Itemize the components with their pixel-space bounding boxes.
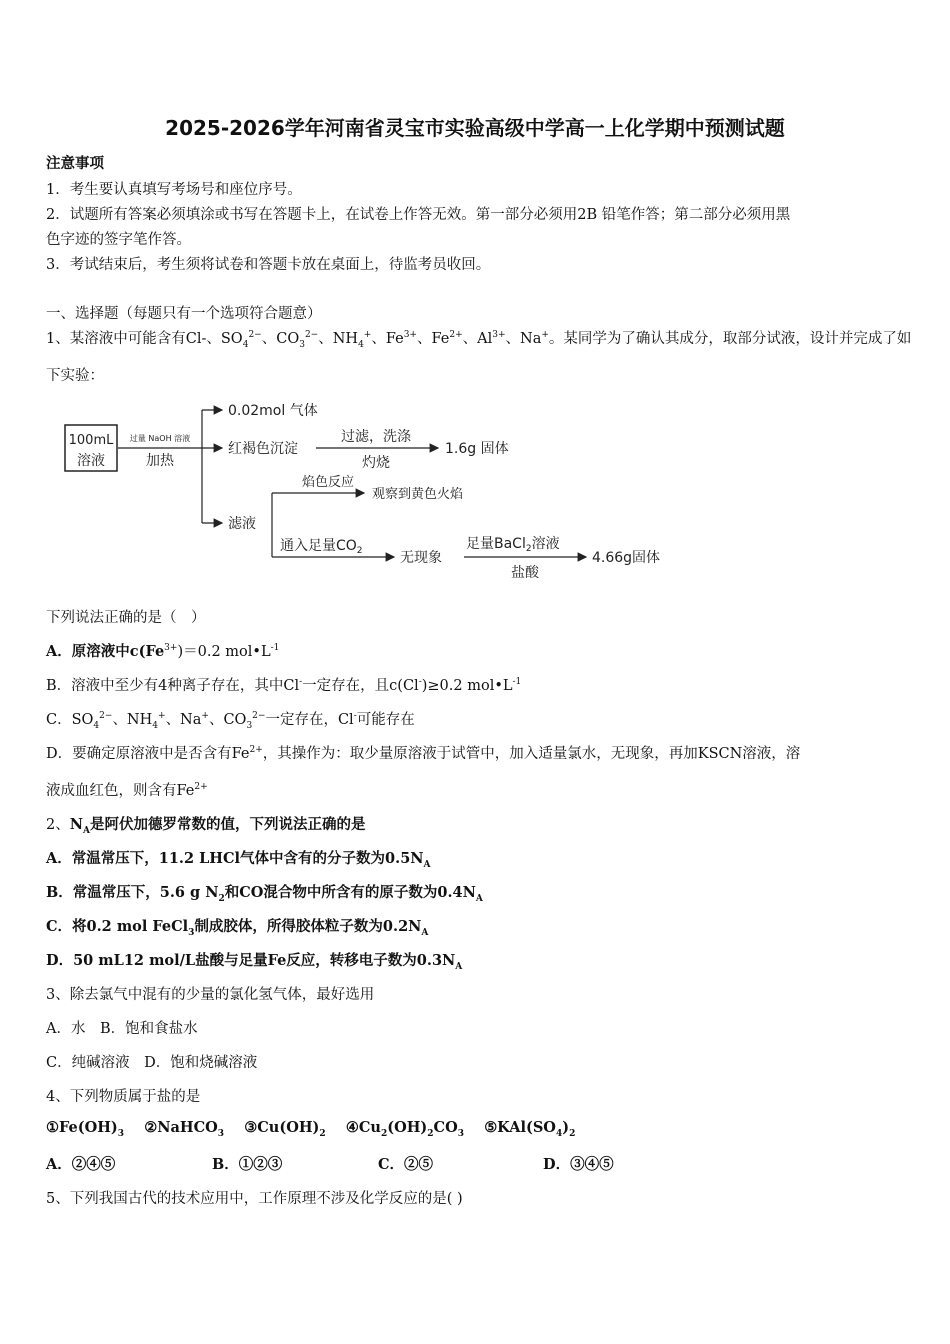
q1-opt-c-m1: 、NH	[112, 712, 153, 728]
question-5-stem: 5、下列我国古代的技术应用中，工作原理不涉及化学反应的是( )	[46, 1191, 463, 1207]
q4-option-d: D．③④⑤	[543, 1156, 614, 1173]
q4-s4-sub2: 2	[427, 1128, 434, 1139]
q1-ion: 、Fe	[416, 331, 450, 347]
q1-opt-c-tail: 可能存在	[356, 712, 415, 728]
q1-opt-c-sup: +	[201, 711, 209, 722]
q4-s5a: ⑤KAl(SO	[484, 1119, 556, 1136]
q1-ion: 、Na	[505, 331, 542, 347]
bacl2-top-text: 足量BaCl	[466, 536, 526, 552]
q2-opt-a-sub: A	[423, 859, 431, 870]
sample-box-line2: 溶液	[77, 453, 105, 469]
q2-stem-sub: A	[83, 825, 90, 836]
q1-ion-sub: 4	[358, 339, 364, 350]
notice-item: 3．考试结束后，考生须将试卷和答题卡放在桌面上，待监考员收回。	[46, 257, 491, 273]
flame-result-label: 观察到黄色火焰	[372, 487, 464, 502]
gas-label: 0.02mol 气体	[228, 403, 318, 419]
q1-stem-b: 。某同学为了确认其成分，取部分试液，设计并完成了如	[548, 331, 912, 347]
q1-option-d-cont	[46, 779, 208, 800]
q1-option-c	[46, 708, 415, 729]
q4-option-a: A．②④⑤	[46, 1156, 116, 1173]
q1-opt-c-sup: 2−	[252, 711, 266, 722]
notice-item: 色字迹的签字笔作答。	[46, 232, 191, 248]
q1-opt-d-sup: 2+	[249, 745, 263, 756]
question-3-stem: 3、除去氯气中混有的少量的氯化氢气体，最好选用	[46, 987, 375, 1003]
q1-opt-b-mid: 一定存在，且c(Cl	[302, 678, 419, 694]
q1-ion-sup: 2−	[304, 330, 319, 341]
q4-s5-sub1: 4	[555, 1128, 563, 1139]
q1-ion: 、Fe	[371, 331, 404, 347]
q1-opt-c-sub: 4	[93, 720, 100, 731]
q2-stem-na: N	[69, 816, 83, 833]
q1-opt-c-sup: 2−	[99, 711, 113, 722]
q4-option-c: C．②⑤	[378, 1156, 434, 1173]
q2-opt-d-sub: A	[455, 961, 463, 972]
q2-option-b	[46, 881, 483, 902]
q1-opt-d-a: D．要确定原溶液中是否含有Fe	[46, 746, 250, 762]
q1-opt-a-sup: 3+	[164, 643, 178, 654]
notice-item: 1．考生要认真填写考场号和座位序号。	[46, 182, 302, 198]
filtrate-label: 滤液	[228, 516, 256, 532]
q1-option-b	[46, 674, 521, 695]
notice-heading: 注意事项	[46, 155, 104, 172]
q2-stem-tail: 是阿伏加德罗常数的值，下列说法正确的是	[89, 816, 366, 833]
q1-opt-d-c: 液成血红色，则含有Fe	[46, 783, 195, 799]
q2-opt-c-sub: 3	[188, 927, 195, 938]
question-1-stem	[46, 327, 911, 348]
question-4-stem: 4、下列物质属于盐的是	[46, 1089, 201, 1105]
bacl2-tail: 溶液	[531, 536, 560, 552]
q1-ion-sup: 3+	[403, 330, 417, 341]
q1-opt-c-pre: C．SO	[46, 712, 94, 728]
q1-opt-b-sup3: -1	[512, 677, 522, 688]
q4-s4b: (OH)	[387, 1119, 428, 1136]
q2-opt-b-pre: B．常温常压下，5.6 g N	[46, 884, 219, 901]
q1-ion-sub: 4	[242, 339, 249, 350]
q2-opt-b-sub: 2	[218, 893, 225, 904]
q1-ion-sup: +	[363, 330, 372, 341]
q1-stem-c: 下实验：	[46, 368, 104, 384]
q4-s4-sub3: 3	[457, 1128, 464, 1139]
bacl2-bottom-label: 盐酸	[511, 565, 539, 581]
q2-opt-c-tail: 制成胶体，所得胶体粒子数为0.2N	[194, 918, 422, 935]
bacl2-sub: 2	[525, 544, 532, 554]
q1-option-a	[46, 640, 279, 661]
q2-opt-b-sub2: A	[475, 893, 483, 904]
q4-substance-5	[484, 1119, 576, 1139]
bacl2-top-label	[466, 535, 560, 554]
q2-opt-c-pre: C．将0.2 mol FeCl	[46, 918, 189, 935]
q1-ion-sup: 2−	[248, 330, 262, 341]
q1-opt-d-b: ，其操作为：取少量原溶液于试管中，加入适量氯水，无现象，再加KSCN溶液，溶	[262, 746, 801, 762]
no-change-label: 无现象	[400, 550, 442, 566]
q1-opt-b-sup2: -	[418, 677, 422, 688]
q4-s2-text: ②NaHCO	[144, 1119, 218, 1136]
q3-options-row2: C．纯碱溶液 D．饱和烧碱溶液	[46, 1055, 258, 1071]
q1-opt-c-sub: 4	[152, 720, 159, 731]
q4-substance-2	[144, 1119, 225, 1139]
q2-option-c	[46, 915, 428, 936]
q1-opt-c-m4: 一定存在，Cl	[265, 712, 354, 728]
q1-opt-c-m3: 、CO	[208, 712, 247, 728]
precip-label: 红褐色沉淀	[228, 441, 298, 457]
q2-option-a	[46, 847, 431, 868]
q1-option-d	[46, 742, 800, 763]
q1-opt-a-sup2: -1	[270, 643, 280, 654]
section-heading: 一、选择题（每题只有一个选项符合题意）	[46, 306, 322, 322]
q2-option-d	[46, 949, 462, 970]
q1-opt-d-sup2: 2+	[194, 782, 208, 793]
q1-ion: -、SO	[201, 331, 243, 347]
q2-opt-a-text: A．常温常压下，11.2 LHCl气体中含有的分子数为0.5N	[46, 850, 424, 867]
co2-top-text: 通入足量CO	[280, 538, 357, 554]
q4-s3-text: ③Cu(OH)	[244, 1119, 320, 1136]
q2-opt-d-text: D．50 mL12 mol/L盐酸与足量Fe反应，转移电子数为0.3N	[46, 952, 456, 969]
q1-opt-c-sub: 3	[246, 720, 253, 731]
q3-options-row1: A．水 B．饱和食盐水	[46, 1021, 198, 1037]
q2-opt-b-tail: 和CO混合物中所含有的原子数为0.4N	[224, 884, 476, 901]
q4-substance-1	[46, 1119, 125, 1139]
q1-ion: 、NH	[318, 331, 359, 347]
q1-ion: 、Al	[462, 331, 493, 347]
solid2-label: 4.66g固体	[592, 550, 661, 566]
q4-substance-3	[244, 1119, 326, 1139]
q1-opt-b-tail: )≥0.2 mol•L	[421, 678, 513, 694]
q1-opt-b-sup: -	[299, 677, 303, 688]
q4-s5-sub2: 2	[569, 1128, 576, 1139]
q1-prompt: 下列说法正确的是（ ）	[46, 610, 206, 626]
sample-box-line1: 100mL	[68, 433, 114, 448]
q1-opt-a-text: A．原溶液中c(Fe	[46, 643, 165, 660]
reagent-top-label: 过量 NaOH 溶液	[129, 434, 191, 443]
q4-option-b: B．①②③	[212, 1156, 283, 1173]
q4-s3-sub: 2	[319, 1128, 326, 1139]
q1-ion-sup: 2+	[449, 330, 463, 341]
solid1-label: 1.6g 固体	[445, 441, 509, 457]
q4-s5b: )	[562, 1119, 570, 1136]
q1-opt-c-sup: +	[158, 711, 166, 722]
q1-ion: 、CO	[261, 331, 300, 347]
q4-s4c: CO	[433, 1119, 458, 1136]
q4-s4a: ④Cu	[345, 1119, 381, 1136]
q1-ion-sub: 3	[299, 339, 305, 350]
q2-stem-pre: 2、	[46, 817, 70, 833]
q4-s4-sub1: 2	[380, 1128, 388, 1139]
question-2-stem	[46, 813, 365, 834]
q1-ion-sup: 3+	[492, 330, 506, 341]
q2-opt-c-sub2: A	[421, 927, 429, 938]
q1-stem-a: 1、某溶液中可能含有Cl	[46, 331, 202, 347]
q1-opt-c-sup: -	[353, 711, 357, 722]
co2-top-label	[280, 538, 363, 556]
q1-opt-c-m2: 、Na	[165, 712, 202, 728]
q4-substances	[46, 1119, 576, 1139]
reagent-bottom-label: 加热	[146, 453, 174, 469]
page-title: 2025-2026学年河南省灵宝市实验高级中学高一上化学期中预测试题	[165, 116, 785, 140]
q4-substance-4	[345, 1119, 464, 1139]
q1-ion-sup: +	[541, 330, 549, 341]
filter-bottom-label: 灼烧	[362, 455, 390, 471]
notice-item: 2．试题所有答案必须填涂或书写在答题卡上，在试卷上作答无效。第一部分必须用2B 铅笔作答；第二部分必须用黑	[46, 207, 791, 223]
q4-s1-sub: 3	[117, 1128, 125, 1139]
q1-opt-a-tail: )＝0.2 mol•L	[177, 644, 271, 660]
q1-opt-b-text: B．溶液中至少有4种离子存在，其中Cl	[46, 678, 300, 694]
q4-s2-sub: 3	[217, 1128, 225, 1139]
q4-s1-text: ①Fe(OH)	[46, 1119, 118, 1136]
co2-sub: 2	[356, 546, 363, 556]
experiment-flow-diagram	[60, 395, 700, 590]
flame-top-label: 焰色反应	[302, 475, 355, 490]
filter-top-label: 过滤，洗涤	[341, 429, 411, 445]
